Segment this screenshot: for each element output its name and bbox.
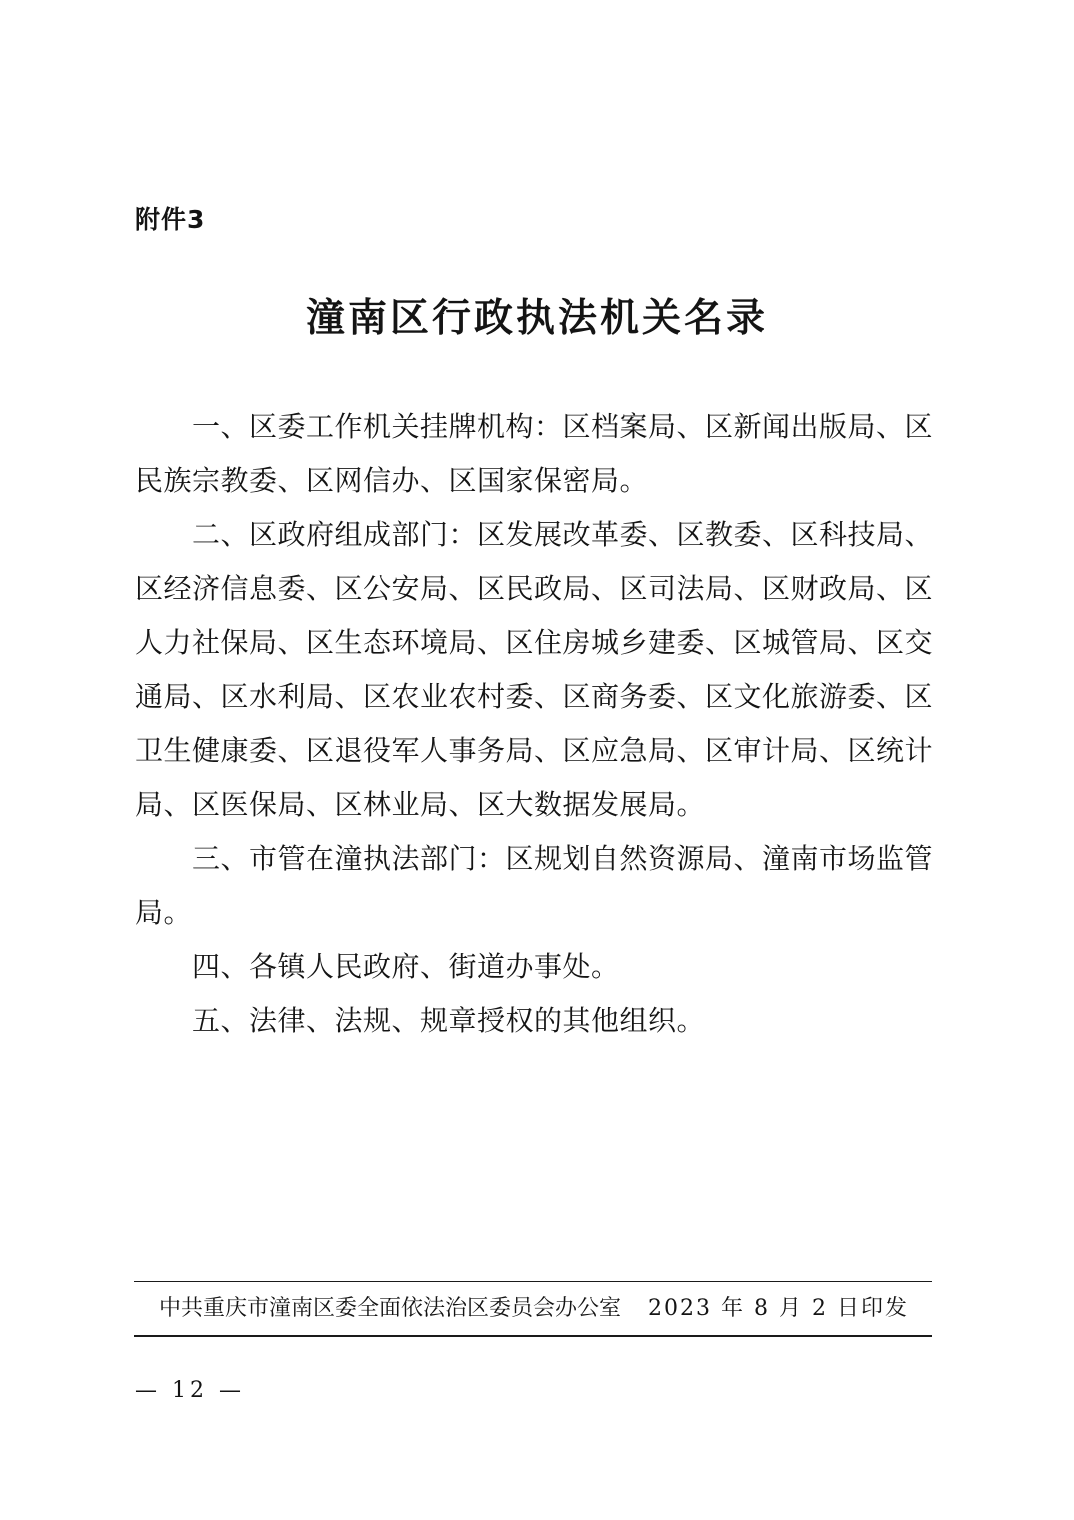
footer-top-rule: [134, 1281, 932, 1282]
footer-bottom-rule: [134, 1335, 932, 1337]
paragraph-3: 三、市管在潼执法部门：区规划自然资源局、潼南市场监管局。: [135, 842, 934, 929]
document-body: [135, 400, 933, 1048]
paragraph-5: 五、法律、法规、规章授权的其他组织。: [192, 1004, 706, 1037]
footer-print-date: 2023 年 8 月 2 日印发: [648, 1296, 909, 1321]
document-title: 潼南区行政执法机关名录: [305, 295, 768, 341]
paragraph-2: 二、区政府组成部门：区发展改革委、区教委、区科技局、区经济信息委、区公安局、区民政局、区司法局、区财政局、区人力社保局、区生态环境局、区住房城乡建委、区城管局、区交通局、区水利局、区农业农村委、区商务委、区文化旅游委、区卫生健康委、区退役军人事务局、区应急局、区审计局、区统计局、区医保局、区林业局、区大数据发展局。: [135, 518, 934, 821]
paragraph-4: 四、各镇人民政府、街道办事处。: [192, 950, 620, 983]
paragraph-1: 一、区委工作机关挂牌机构：区档案局、区新闻出版局、区民族宗教委、区网信办、区国家保密局。: [135, 410, 934, 497]
footer-issuer: 中共重庆市潼南区委全面依法治区委员会办公室: [159, 1296, 622, 1321]
page-number: — 12 —: [135, 1378, 245, 1403]
attachment-label: 附件3: [135, 205, 206, 234]
